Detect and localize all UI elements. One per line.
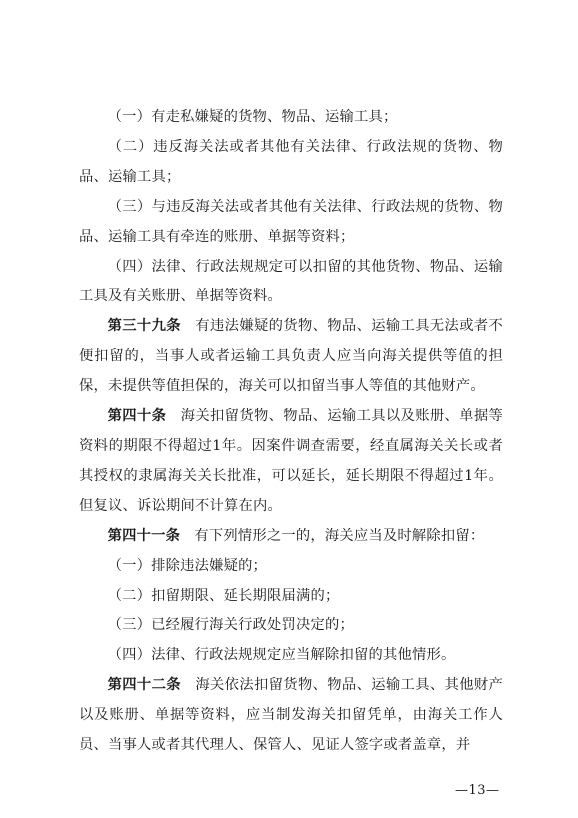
- article-text: 有违法嫌疑的货物、物品、运输工具无法或者不便扣留的，当事人或者运输工具负责人应当向海关提供等值的担保，未提供等值担保的，海关可以扣留当事人等值的其他财产。: [79, 318, 504, 395]
- page-number: —13—: [455, 783, 500, 798]
- item-text: （一）有走私嫌疑的货物、物品、运输工具；: [107, 109, 398, 125]
- article-paragraph: [79, 671, 503, 761]
- list-item: [79, 582, 503, 612]
- article-paragraph: [79, 522, 503, 552]
- list-item: [79, 103, 503, 133]
- item-text: （二）扣留期限、延长期限届满的；: [107, 587, 340, 604]
- item-text: （一）排除违法嫌疑的；: [107, 557, 268, 574]
- list-item: [79, 552, 503, 582]
- list-item: [79, 611, 503, 641]
- article-text: 海关依法扣留货物、物品、运输工具、其他财产以及账册、单据等资料，应当制发海关扣留凭单，由海关工作人员、当事人或者其代理人、保管人、见证人签字或者盖章，并: [79, 677, 504, 754]
- article-text: 有下列情形之一的，海关应当及时解除扣留：: [194, 527, 485, 544]
- list-item: [79, 193, 503, 253]
- list-item: [79, 253, 503, 313]
- article-heading: 第四十二条: [107, 677, 181, 694]
- article-heading: 第三十九条: [107, 318, 181, 335]
- article-paragraph: [79, 402, 503, 522]
- item-text: （二）违反海关法或者其他有关法律、行政法规的货物、物品、运输工具；: [79, 138, 503, 185]
- item-text: （三）与违反海关法或者其他有关法律、行政法规的货物、物品、运输工具有牵连的账册、单据等资料；: [79, 198, 503, 245]
- article-heading: 第四十条: [107, 408, 167, 425]
- list-item: [79, 641, 503, 671]
- article-text: 海关扣留货物、物品、运输工具以及账册、单据等资料的期限不得超过1年。因案件调查需要，经直属海关关长或者其授权的隶属海关关长批准，可以延长，延长期限不得超过1年。但复议、诉讼期间不计算在内。: [79, 408, 503, 514]
- article-heading: 第四十一条: [107, 527, 181, 544]
- item-text: （四）法律、行政法规规定可以扣留的其他货物、物品、运输工具及有关账册、单据等资料。: [79, 258, 503, 305]
- item-text: （三）已经履行海关行政处罚决定的；: [107, 617, 355, 634]
- article-paragraph: [79, 312, 503, 402]
- list-item: [79, 133, 503, 193]
- document-body: [79, 103, 503, 761]
- item-text: （四）法律、行政法规规定应当解除扣留的其他情形。: [107, 647, 456, 664]
